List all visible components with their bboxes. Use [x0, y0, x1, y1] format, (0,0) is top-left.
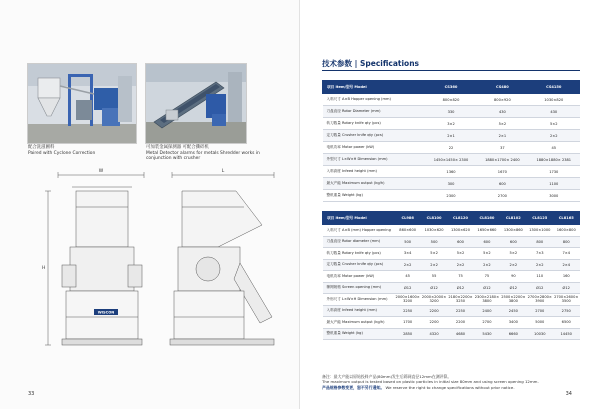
row-label: 刀盘直径 Rotor Diameter (mm) — [323, 106, 426, 118]
row-label: 入料高度 Infeed height (mm) — [323, 166, 426, 178]
header-cell: CL8165 — [553, 212, 580, 225]
photo1-caption-en: Paired with Cyclone Correction — [28, 150, 96, 156]
table-cell: 800 — [553, 236, 580, 248]
table-cell: 800×920 — [477, 94, 528, 106]
table-cell: 45 — [528, 142, 579, 154]
table-cell: 1450×1450× 2300 — [425, 154, 476, 166]
table-cell: 3×4 — [394, 248, 420, 260]
metal-detector-photo — [145, 63, 247, 144]
header-cell: CL8160 — [474, 212, 500, 225]
table-cell: 37 — [477, 142, 528, 154]
table-row — [323, 328, 580, 340]
photo2-caption-en: Metal Detector alarms for metals Shredder works in conjunction with crusher — [146, 150, 260, 162]
table-cell: 2250 — [394, 305, 420, 317]
table-cell: Ø12 — [553, 282, 580, 294]
table-cell: 6660 — [500, 328, 526, 340]
table-cell: 2×1 — [477, 130, 528, 142]
table-cell: 2700 — [477, 190, 528, 202]
table-cell: 10030 — [527, 328, 553, 340]
table-cell: 5×2 — [474, 248, 500, 260]
header-cell: CL986 — [394, 212, 420, 225]
table-cell: 2180×2200× 3250 — [448, 295, 473, 304]
table-cell: 300 — [425, 178, 476, 190]
specifications-title: 技术参数 | Specifications — [322, 59, 420, 68]
table-row — [323, 178, 580, 190]
table-cell: 600 — [500, 236, 526, 248]
table-cell: 5430 — [474, 328, 500, 340]
table-cell: 5000 — [527, 317, 553, 329]
header-cell: CL8125 — [527, 212, 553, 225]
crusher-cyclone-photo — [27, 63, 137, 144]
table-cell: 2200 — [421, 305, 447, 317]
header-cell: CS480 — [477, 81, 528, 94]
note-output-en: The maximum output is tested based on plastic particles in initial size 80mm and using screen opening 12mm. — [322, 379, 539, 385]
table-cell: 2300 — [425, 190, 476, 202]
row-label: 电机功率 Motor power (kW) — [323, 271, 395, 283]
row-label: 整机重量 Weight (kg) — [323, 328, 395, 340]
table-cell: 160 — [553, 271, 580, 283]
header-cell: CL8102 — [500, 212, 526, 225]
table-cell: 1300×1000 — [527, 225, 553, 237]
page-number-left: 33 — [28, 391, 35, 397]
table-row — [323, 317, 580, 329]
table-cell: 2850 — [394, 328, 420, 340]
header-cell: CS360 — [425, 81, 476, 94]
row-label: 转刀数量 Rotary knife qty (pcs) — [323, 248, 395, 260]
table-cell: 2×4 — [553, 259, 580, 271]
table-cell: 600 — [477, 178, 528, 190]
table-cell: Ø12 — [474, 282, 500, 294]
table-cell: Ø12 — [447, 282, 473, 294]
table-cell: 1880×1700× 2400 — [477, 154, 528, 166]
table-cell: 2300×2180× 3800 — [474, 295, 500, 304]
table-cell: 800 — [527, 236, 553, 248]
table-cell: 1880×1880× 2381 — [528, 154, 579, 166]
table-cell: 2×2 — [394, 259, 420, 271]
table-cell: 4680 — [447, 328, 473, 340]
page-number-right: 34 — [565, 391, 572, 397]
table-cell: 2×1 — [425, 130, 476, 142]
table-row — [323, 142, 580, 154]
table-cell: Ø12 — [500, 282, 526, 294]
width-dimension-label: W — [98, 169, 104, 174]
row-label: 整机重量 Weight (kg) — [323, 190, 426, 202]
table-cell: 600 — [474, 236, 500, 248]
row-label: 外形尺寸 L×W×H Dimension (mm) — [323, 294, 395, 306]
table-cell: 5×2 — [477, 118, 528, 130]
table-cell: 1670 — [477, 166, 528, 178]
row-label: 入料尺寸 A×B (mm) Hopper opening — [323, 225, 395, 237]
table-cell: 500 — [421, 236, 447, 248]
table-cell: 2700 — [527, 305, 553, 317]
table-cell: 1700 — [394, 317, 420, 329]
table-cell: 3000 — [528, 190, 579, 202]
row-label: 电机功率 Motor power (kW) — [323, 142, 426, 154]
table-cell: 2700 — [474, 317, 500, 329]
technical-drawings — [22, 167, 284, 367]
photo2-caption-cn: 可加装金属探测器 可配合撕碎机 — [146, 145, 209, 150]
row-label: 最大产能 Maximum output (kg/h) — [323, 178, 426, 190]
row-label: 入料高度 Infeed height (mm) — [323, 305, 395, 317]
side-view-drawing — [170, 172, 274, 345]
table-row — [323, 166, 580, 178]
table-cell: 5×2 — [528, 118, 579, 130]
table-cell: 75 — [447, 271, 473, 283]
table-cell: 2×2 — [527, 259, 553, 271]
table-cell: Ø12 — [527, 282, 553, 294]
table-cell: 500 — [394, 236, 420, 248]
table-cell: Ø12 — [394, 282, 420, 294]
height-dimension-label: H — [42, 266, 46, 271]
table-cell: 2200 — [421, 317, 447, 329]
table-cell: 14450 — [553, 328, 580, 340]
spec-table-cs-series — [322, 80, 580, 202]
photo1-caption — [28, 145, 138, 156]
note-output-cn: 备注：最大产能以原始投料产品(80mm)发生后筛网直径12mm在测评算。 — [322, 374, 452, 379]
table-cell: 2000×2000× 3200 — [421, 295, 447, 304]
table-cell: 1100 — [528, 178, 579, 190]
table-cell: 3400 — [500, 317, 526, 329]
table-row — [323, 225, 580, 237]
note-rights-en: We reserve the right to change specifications without prior notice. — [385, 384, 515, 390]
table-cell: 6500 — [553, 317, 580, 329]
table-cell: 4320 — [421, 328, 447, 340]
table-row — [323, 259, 580, 271]
table-row — [323, 190, 580, 202]
table-cell: 2×2 — [528, 130, 579, 142]
table-cell: 600 — [447, 236, 473, 248]
table-row — [323, 130, 580, 142]
table-cell: 430 — [477, 106, 528, 118]
note-rights — [322, 385, 584, 390]
table-cell: 1030×620 — [421, 225, 447, 237]
table-cell: 1030×820 — [528, 94, 579, 106]
table-row — [323, 294, 580, 306]
table-cell: 2750 — [553, 305, 580, 317]
right-page — [300, 0, 600, 409]
table-cell: 2700×2600× 3500 — [554, 295, 579, 304]
row-label: 筛网规格 Screen opening (mm) — [323, 282, 395, 294]
table-cell: 2000×1600× 3200 — [395, 295, 420, 304]
spec-notes — [322, 374, 584, 390]
row-label: 定刀数量 Crusher knife qty (pcs) — [323, 259, 395, 271]
table-row — [323, 282, 580, 294]
table-cell: 5×2 — [447, 248, 473, 260]
table-row — [323, 271, 580, 283]
table-cell: 90 — [500, 271, 526, 283]
table-cell: 330 — [425, 106, 476, 118]
table-cell: 1650×660 — [474, 225, 500, 237]
table-cell: 110 — [527, 271, 553, 283]
table-cell: 5×2 — [500, 248, 526, 260]
table-cell: 45 — [394, 271, 420, 283]
brand-logo: WISCON — [97, 310, 115, 315]
table-cell: 2×2 — [474, 259, 500, 271]
table-cell: 2450 — [500, 305, 526, 317]
table-row — [323, 106, 580, 118]
spec-table-cl-series — [322, 211, 580, 340]
table-cell: 800×820 — [425, 94, 476, 106]
table-row — [323, 305, 580, 317]
table-cell: 430 — [528, 106, 579, 118]
table-cell: 5×2 — [421, 248, 447, 260]
front-view-drawing — [45, 172, 144, 345]
table-cell: 2500×2200× 3800 — [501, 295, 526, 304]
table-row — [323, 236, 580, 248]
table-cell: 7×3 — [527, 248, 553, 260]
table-row — [323, 118, 580, 130]
row-label: 刀盘直径 Rotor diameter (mm) — [323, 236, 395, 248]
table-cell: 2700×2800× 3900 — [527, 295, 552, 304]
table-cell: 1300×860 — [500, 225, 526, 237]
table-cell: 22 — [425, 142, 476, 154]
row-label: 最大产能 Maximum output (kg/h) — [323, 317, 395, 329]
row-label: 定刀数量 Crusher knife qty (pcs) — [323, 130, 426, 142]
table-cell: 2×2 — [500, 259, 526, 271]
table-cell: 2250 — [447, 305, 473, 317]
table-header-row — [323, 81, 580, 94]
table-cell: 1730 — [528, 166, 579, 178]
table-cell: 7×4 — [553, 248, 580, 260]
table-cell: 1600×800 — [553, 225, 580, 237]
header-cell: CL8120 — [447, 212, 473, 225]
table-row — [323, 154, 580, 166]
table-row — [323, 94, 580, 106]
table-cell: 55 — [421, 271, 447, 283]
header-cell: CS4150 — [528, 81, 579, 94]
row-label: 入料尺寸 A×B Hopper opening (mm) — [323, 94, 426, 106]
table-cell: 2×2 — [421, 259, 447, 271]
table-cell: 3×2 — [425, 118, 476, 130]
table-cell: 860×600 — [394, 225, 420, 237]
table-header-row — [323, 212, 580, 225]
header-cell: CL8100 — [421, 212, 447, 225]
table-cell: 2×2 — [447, 259, 473, 271]
photo2-caption — [146, 145, 276, 162]
table-cell: 1300×620 — [447, 225, 473, 237]
table-cell: 1360 — [425, 166, 476, 178]
table-cell: 2200 — [447, 317, 473, 329]
photo1-caption-cn: 配合洗滋圃料 — [28, 145, 55, 150]
length-dimension-label: L — [221, 169, 225, 174]
table-cell: 75 — [474, 271, 500, 283]
row-label: 外型尺寸 L×W×H Dimension (mm) — [323, 154, 426, 166]
table-row — [323, 248, 580, 260]
title-rule — [322, 70, 580, 71]
note-rights-cn: 产品规格参数变更，恕不另行通知。 — [322, 384, 385, 390]
header-cell: 项目 Item/型号 Model — [323, 81, 426, 94]
row-label: 转刀数量 Rotary knife qty (pcs) — [323, 118, 426, 130]
header-cell: 项目 Item/型号 Model — [323, 212, 395, 225]
table-cell: 2400 — [474, 305, 500, 317]
table-cell: Ø12 — [421, 282, 447, 294]
